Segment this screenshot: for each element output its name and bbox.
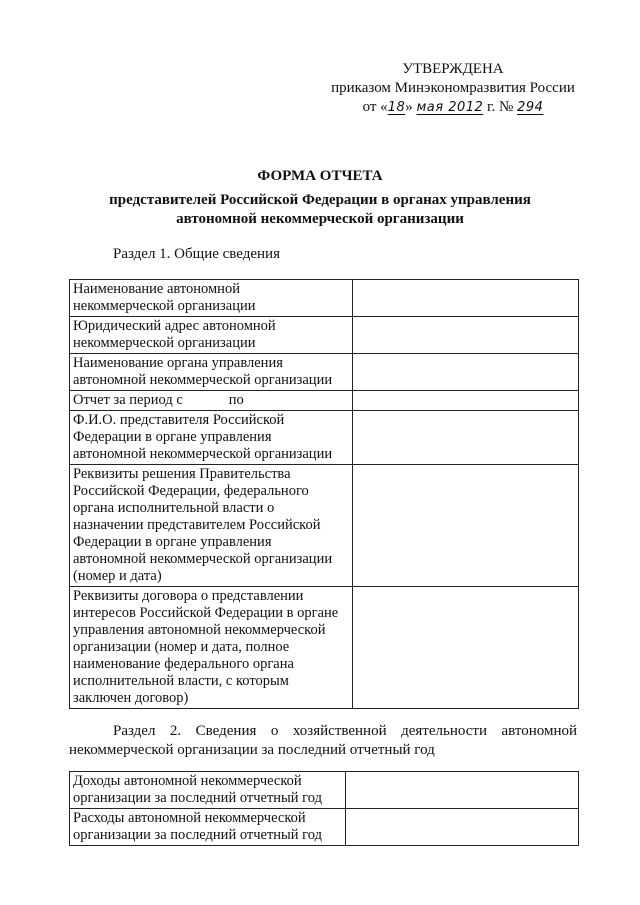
- period-from-label: Отчет за период с: [73, 392, 183, 408]
- row-label: Реквизиты решения Правительства Российской Федерации, федерального органа исполнительной власти о назначении представителем Российской Федерации в органе управления автономной некоммерческой организации (номер и дата): [70, 465, 353, 587]
- general-info-table: [69, 279, 579, 709]
- value-cell[interactable]: [353, 354, 579, 391]
- approval-heading: УТВЕРЖДЕНА: [402, 61, 504, 77]
- value-cell[interactable]: [353, 587, 579, 709]
- table-row: [70, 317, 579, 354]
- approval-no: №: [499, 99, 514, 115]
- period-to-label: по: [228, 392, 244, 408]
- section1-heading: Раздел 1. Общие сведения: [113, 246, 280, 262]
- approval-from: от «: [362, 99, 388, 115]
- approval-month: мая 2012: [416, 100, 484, 115]
- row-label: Доходы автономной некоммерческой организации за последний отчетный год: [70, 772, 346, 809]
- economic-activity-table: [69, 771, 579, 846]
- table-row: [70, 465, 579, 587]
- row-label: Расходы автономной некоммерческой организации за последний отчетный год: [70, 809, 346, 846]
- value-cell[interactable]: [353, 465, 579, 587]
- row-label: Юридический адрес автономной некоммерческой организации: [70, 317, 353, 354]
- form-title: ФОРМА ОТЧЕТА: [257, 168, 383, 184]
- row-label: Реквизиты договора о представлении интересов Российской Федерации в органе управления автономной некоммерческой организации (номер и дата, полное наименование федерального органа исполнительной власти, с которым заключен договор): [70, 587, 353, 709]
- table-row: [70, 391, 579, 411]
- table-row: [70, 354, 579, 391]
- value-cell[interactable]: [346, 772, 579, 809]
- table-row: [70, 809, 579, 846]
- approval-day: 18: [387, 100, 406, 115]
- approval-year-suffix: г.: [487, 99, 496, 115]
- value-cell[interactable]: [353, 280, 579, 317]
- table-row: [70, 411, 579, 465]
- approval-close-quote: »: [405, 99, 413, 115]
- section2-heading-line2: некоммерческой организации за последний отчетный год: [69, 742, 435, 758]
- approval-date-line: [318, 98, 588, 117]
- value-cell[interactable]: [353, 317, 579, 354]
- value-cell[interactable]: [346, 809, 579, 846]
- row-label: Ф.И.О. представителя Российской Федерации в органе управления автономной некоммерческой организации: [70, 411, 353, 465]
- row-label: Наименование автономной некоммерческой организации: [70, 280, 353, 317]
- approval-number: 294: [517, 100, 544, 115]
- table-row: [70, 587, 579, 709]
- value-cell[interactable]: [353, 391, 579, 411]
- form-subtitle: [0, 191, 640, 229]
- table-row: [70, 772, 579, 809]
- row-label: [70, 391, 353, 411]
- form-subtitle-line2: автономной некоммерческой организации: [176, 211, 464, 227]
- section2-heading: [69, 722, 577, 760]
- table-row: [70, 280, 579, 317]
- value-cell[interactable]: [353, 411, 579, 465]
- row-label: Наименование органа управления автономной некоммерческой организации: [70, 354, 353, 391]
- approval-order: приказом Минэкономразвития России: [331, 80, 575, 96]
- section2-heading-line1: Раздел 2. Сведения о хозяйственной деятельности автономной: [113, 723, 577, 739]
- form-subtitle-line1: представителей Российской Федерации в органах управления: [109, 192, 531, 208]
- approval-stamp: [318, 60, 588, 117]
